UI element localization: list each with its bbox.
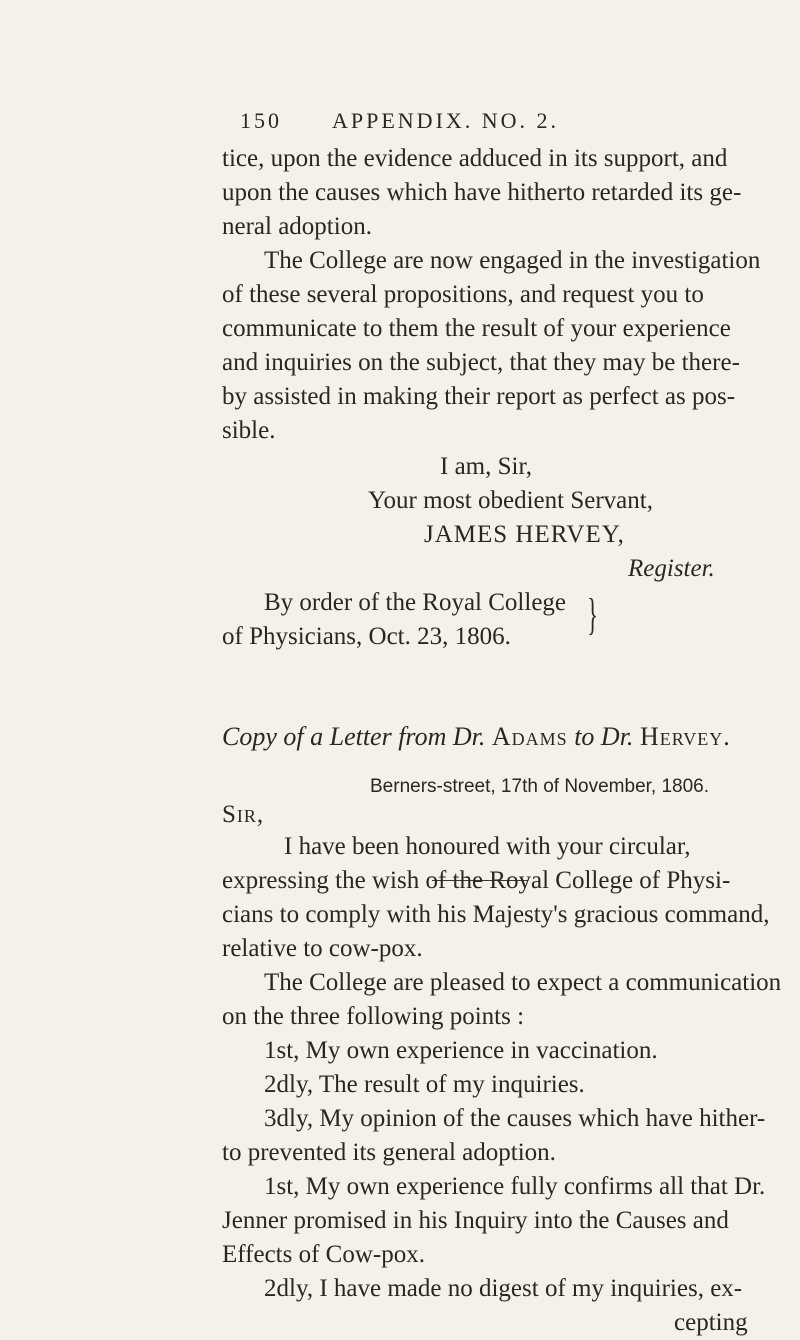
by-order-line: of Physicians, Oct. 23, 1806.: [222, 623, 511, 650]
salutation: Sir,: [222, 801, 265, 828]
text-line: Effects of Cow-pox.: [222, 1241, 425, 1268]
text-line: on the three following points :: [222, 1003, 525, 1030]
text-line: 1st, My own experience fully confirms all that Dr.: [264, 1173, 766, 1200]
brace-mark: }: [587, 590, 598, 639]
letter-title-name: Adams: [491, 722, 568, 751]
text-line: relative to cow-pox.: [222, 935, 423, 962]
text-line: to prevented its general adoption.: [222, 1139, 556, 1166]
text-line: of these several propositions, and request you to: [222, 281, 704, 308]
text-line: expressing the wish of the Royal College of Physi-: [222, 867, 731, 894]
text-line: upon the causes which have hitherto retarded its ge-: [222, 179, 742, 206]
signature-title: Register.: [628, 555, 715, 582]
text-line: communicate to them the result of your experience: [222, 315, 731, 342]
closing-line: Your most obedient Servant,: [368, 487, 653, 514]
letter-address: Berners-street, 17th of November, 1806.: [370, 776, 710, 797]
text-line: cepting: [674, 1309, 748, 1336]
letter-title-name: Hervey.: [639, 722, 731, 751]
text-line: The College are now engaged in the investigation: [264, 247, 761, 274]
text-line: 2dly, I have made no digest of my inquiries, ex-: [264, 1275, 743, 1302]
by-order-line: By order of the Royal College: [264, 589, 567, 616]
text-line: and inquiries on the subject, that they may be there-: [222, 349, 740, 376]
closing-line: I am, Sir,: [440, 453, 533, 480]
text-line: sible.: [222, 417, 276, 444]
page-number: 150: [240, 108, 282, 133]
letter-title: [222, 720, 731, 754]
letter-title-part: to Dr.: [574, 722, 634, 751]
text-line: 3dly, My opinion of the causes which have hither-: [264, 1105, 766, 1132]
text-line: I have been honoured with your circular,: [284, 833, 691, 860]
text-line: by assisted in making their report as perfect as pos-: [222, 383, 736, 410]
text-line: neral adoption.: [222, 213, 372, 240]
text-line: tice, upon the evidence adduced in its support, and: [222, 145, 728, 172]
text-line: Jenner promised in his Inquiry into the Causes and: [222, 1207, 729, 1234]
text-line: 1st, My own experience in vaccination.: [264, 1037, 658, 1064]
text-line: 2dly, The result of my inquiries.: [264, 1071, 585, 1098]
text-line: The College are pleased to expect a communication: [264, 969, 782, 996]
signature: JAMES HERVEY,: [424, 521, 625, 548]
text-line: cians to comply with his Majesty's gracious command,: [222, 901, 770, 928]
running-title: APPENDIX. NO. 2.: [332, 108, 560, 133]
letter-title-part: Copy of a Letter from Dr.: [222, 722, 486, 751]
